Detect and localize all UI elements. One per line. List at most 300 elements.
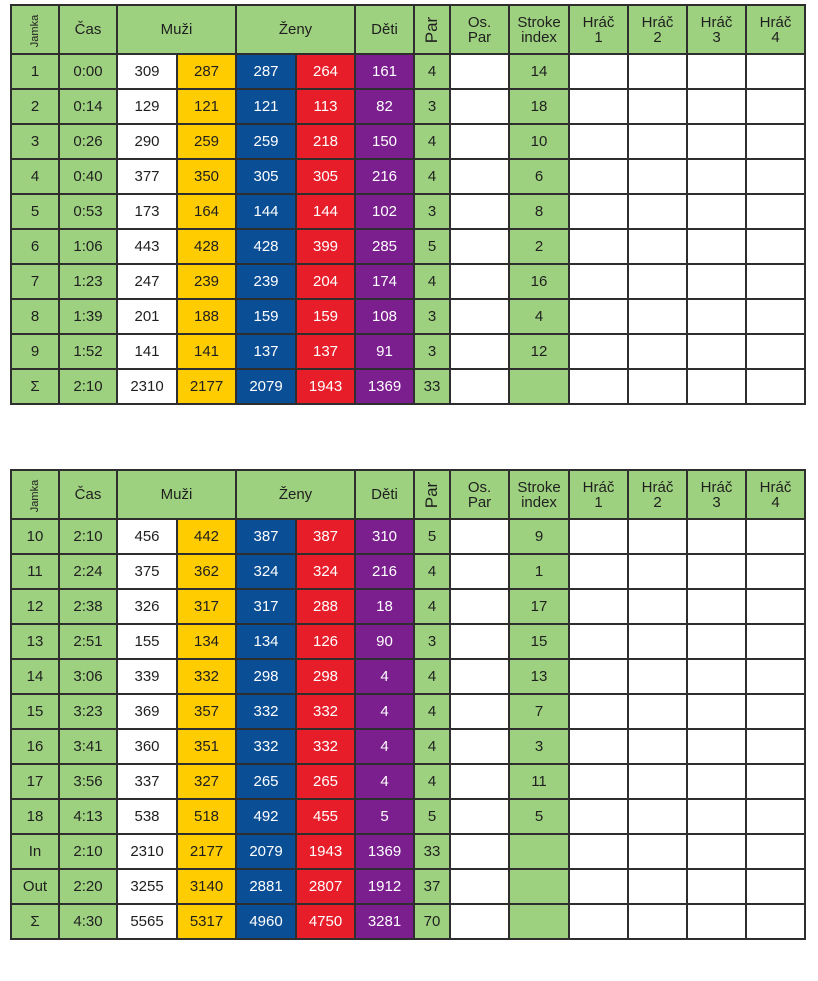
own-par-entry[interactable] <box>450 729 509 764</box>
player-2-score[interactable] <box>628 519 687 554</box>
tee-time: 2:24 <box>59 554 117 589</box>
kids-purple-tee-distance: 3281 <box>355 904 414 939</box>
hole-number: 12 <box>11 589 59 624</box>
women-red-tee-distance: 113 <box>296 89 355 124</box>
player-1-score[interactable] <box>569 869 628 904</box>
tee-time: 2:10 <box>59 834 117 869</box>
player-1-score[interactable] <box>569 229 628 264</box>
women-red-tee-distance: 332 <box>296 729 355 764</box>
women-blue-tee-distance: 428 <box>236 229 296 264</box>
player-2-score[interactable] <box>628 229 687 264</box>
player-1-header: Hráč 1 <box>569 470 628 519</box>
player-3-score[interactable] <box>687 369 746 404</box>
men-yellow-tee-distance: 442 <box>177 519 236 554</box>
stroke-index-value: 10 <box>509 124 569 159</box>
header-row <box>11 470 805 519</box>
par-header: Par <box>414 5 450 54</box>
stroke-index-value: 3 <box>509 729 569 764</box>
player-2-score[interactable] <box>628 299 687 334</box>
player-2-score[interactable] <box>628 54 687 89</box>
back-nine-rows <box>11 519 805 939</box>
women-blue-tee-distance: 134 <box>236 624 296 659</box>
par-value: 3 <box>414 334 450 369</box>
player-1-score[interactable] <box>569 299 628 334</box>
women-red-tee-distance: 2807 <box>296 869 355 904</box>
men-yellow-tee-distance: 350 <box>177 159 236 194</box>
kids-purple-tee-distance: 4 <box>355 764 414 799</box>
hole-number: 10 <box>11 519 59 554</box>
men-yellow-tee-distance: 362 <box>177 554 236 589</box>
player-1-score[interactable] <box>569 834 628 869</box>
player-2-score[interactable] <box>628 124 687 159</box>
player-4-score[interactable] <box>746 264 805 299</box>
women-blue-tee-distance: 317 <box>236 589 296 624</box>
player-1-score[interactable] <box>569 334 628 369</box>
kids-purple-tee-distance: 4 <box>355 694 414 729</box>
par-value: 4 <box>414 659 450 694</box>
hole-number: 6 <box>11 229 59 264</box>
player-4-score[interactable] <box>746 624 805 659</box>
player-3-score[interactable] <box>687 54 746 89</box>
tee-time: 2:10 <box>59 519 117 554</box>
tee-time: 1:52 <box>59 334 117 369</box>
men-header: Muži <box>117 470 236 519</box>
men-white-tee-distance: 155 <box>117 624 177 659</box>
men-white-tee-distance: 360 <box>117 729 177 764</box>
player-2-score[interactable] <box>628 764 687 799</box>
hole-row <box>11 299 805 334</box>
player-4-score[interactable] <box>746 554 805 589</box>
player-3-score[interactable] <box>687 729 746 764</box>
men-white-tee-distance: 141 <box>117 334 177 369</box>
player-4-score[interactable] <box>746 369 805 404</box>
women-blue-tee-distance: 137 <box>236 334 296 369</box>
player-3-score[interactable] <box>687 519 746 554</box>
stroke-index-value: 9 <box>509 519 569 554</box>
player-3-score[interactable] <box>687 124 746 159</box>
player-1-score[interactable] <box>569 589 628 624</box>
player-1-score[interactable] <box>569 54 628 89</box>
women-red-tee-distance: 265 <box>296 764 355 799</box>
hole-row <box>11 229 805 264</box>
kids-purple-tee-distance: 82 <box>355 89 414 124</box>
player-4-header: Hráč 4 <box>746 5 805 54</box>
player-2-score[interactable] <box>628 89 687 124</box>
stroke-index-value <box>509 904 569 939</box>
men-white-tee-distance: 247 <box>117 264 177 299</box>
women-blue-tee-distance: 287 <box>236 54 296 89</box>
player-1-score[interactable] <box>569 624 628 659</box>
women-red-tee-distance: 332 <box>296 694 355 729</box>
women-red-tee-distance: 159 <box>296 299 355 334</box>
time-header: Čas <box>59 5 117 54</box>
tee-time: 0:14 <box>59 89 117 124</box>
total-row <box>11 869 805 904</box>
player-4-score[interactable] <box>746 334 805 369</box>
player-2-score[interactable] <box>628 589 687 624</box>
player-4-score[interactable] <box>746 834 805 869</box>
own-par-entry[interactable] <box>450 54 509 89</box>
stroke-index-value: 4 <box>509 299 569 334</box>
own-par-entry[interactable] <box>450 334 509 369</box>
hole-row <box>11 624 805 659</box>
player-4-score[interactable] <box>746 159 805 194</box>
women-red-tee-distance: 126 <box>296 624 355 659</box>
stroke-index-value <box>509 869 569 904</box>
hole-number: 11 <box>11 554 59 589</box>
kids-purple-tee-distance: 161 <box>355 54 414 89</box>
player-3-header: Hráč 3 <box>687 470 746 519</box>
hole-row <box>11 194 805 229</box>
own-par-entry[interactable] <box>450 834 509 869</box>
women-blue-tee-distance: 298 <box>236 659 296 694</box>
men-white-tee-distance: 326 <box>117 589 177 624</box>
par-value: 5 <box>414 519 450 554</box>
stroke-index-value: 16 <box>509 264 569 299</box>
player-3-score[interactable] <box>687 194 746 229</box>
player-2-score[interactable] <box>628 729 687 764</box>
player-4-score[interactable] <box>746 869 805 904</box>
hole-number: 17 <box>11 764 59 799</box>
own-par-entry[interactable] <box>450 194 509 229</box>
player-2-score[interactable] <box>628 369 687 404</box>
own-par-entry[interactable] <box>450 659 509 694</box>
hole-number: Σ <box>11 369 59 404</box>
player-4-score[interactable] <box>746 799 805 834</box>
player-2-score[interactable] <box>628 904 687 939</box>
men-yellow-tee-distance: 317 <box>177 589 236 624</box>
hole-number: 13 <box>11 624 59 659</box>
hole-number: 14 <box>11 659 59 694</box>
kids-purple-tee-distance: 310 <box>355 519 414 554</box>
player-3-score[interactable] <box>687 834 746 869</box>
par-value: 5 <box>414 229 450 264</box>
stroke-index-value: 5 <box>509 799 569 834</box>
women-red-tee-distance: 399 <box>296 229 355 264</box>
hole-number: In <box>11 834 59 869</box>
women-blue-tee-distance: 144 <box>236 194 296 229</box>
kids-purple-tee-distance: 102 <box>355 194 414 229</box>
men-white-tee-distance: 290 <box>117 124 177 159</box>
player-4-score[interactable] <box>746 659 805 694</box>
women-header: Ženy <box>236 470 355 519</box>
hole-row <box>11 729 805 764</box>
men-yellow-tee-distance: 332 <box>177 659 236 694</box>
kids-header: Děti <box>355 5 414 54</box>
own-par-entry[interactable] <box>450 229 509 264</box>
front-nine-rows <box>11 54 805 404</box>
hole-number: 8 <box>11 299 59 334</box>
tee-time: 3:41 <box>59 729 117 764</box>
player-3-score[interactable] <box>687 764 746 799</box>
hole-number: 18 <box>11 799 59 834</box>
player-4-score[interactable] <box>746 229 805 264</box>
player-4-score[interactable] <box>746 299 805 334</box>
par-value: 33 <box>414 369 450 404</box>
men-white-tee-distance: 2310 <box>117 834 177 869</box>
player-1-score[interactable] <box>569 519 628 554</box>
own-par-entry[interactable] <box>450 519 509 554</box>
own-par-header: Os. Par <box>450 470 509 519</box>
par-value: 4 <box>414 729 450 764</box>
stroke-index-value: 12 <box>509 334 569 369</box>
own-par-entry[interactable] <box>450 264 509 299</box>
stroke-index-value: 13 <box>509 659 569 694</box>
kids-purple-tee-distance: 1369 <box>355 834 414 869</box>
tee-time: 0:26 <box>59 124 117 159</box>
women-red-tee-distance: 218 <box>296 124 355 159</box>
player-2-score[interactable] <box>628 694 687 729</box>
tee-time: 0:53 <box>59 194 117 229</box>
men-white-tee-distance: 337 <box>117 764 177 799</box>
kids-purple-tee-distance: 150 <box>355 124 414 159</box>
player-1-score[interactable] <box>569 729 628 764</box>
women-header: Ženy <box>236 5 355 54</box>
player-1-score[interactable] <box>569 194 628 229</box>
stroke-index-header: Stroke index <box>509 470 569 519</box>
hole-row <box>11 799 805 834</box>
own-par-entry[interactable] <box>450 904 509 939</box>
hole-row <box>11 694 805 729</box>
women-red-tee-distance: 387 <box>296 519 355 554</box>
player-4-score[interactable] <box>746 519 805 554</box>
stroke-index-value: 6 <box>509 159 569 194</box>
women-red-tee-distance: 1943 <box>296 834 355 869</box>
women-blue-tee-distance: 4960 <box>236 904 296 939</box>
hole-number: Out <box>11 869 59 904</box>
stroke-index-value: 17 <box>509 589 569 624</box>
par-value: 3 <box>414 89 450 124</box>
women-blue-tee-distance: 332 <box>236 729 296 764</box>
player-3-score[interactable] <box>687 159 746 194</box>
hole-number: 3 <box>11 124 59 159</box>
tee-time: 1:39 <box>59 299 117 334</box>
kids-purple-tee-distance: 1369 <box>355 369 414 404</box>
hole-number: 15 <box>11 694 59 729</box>
player-1-score[interactable] <box>569 264 628 299</box>
own-par-header: Os. Par <box>450 5 509 54</box>
own-par-entry[interactable] <box>450 589 509 624</box>
tee-time: 3:56 <box>59 764 117 799</box>
stroke-index-header: Stroke index <box>509 5 569 54</box>
hole-row <box>11 764 805 799</box>
hole-row <box>11 264 805 299</box>
tee-time: 2:10 <box>59 369 117 404</box>
player-3-score[interactable] <box>687 869 746 904</box>
hole-row <box>11 519 805 554</box>
scorecard-back-nine <box>10 469 806 940</box>
own-par-entry[interactable] <box>450 624 509 659</box>
stroke-index-value: 7 <box>509 694 569 729</box>
total-row <box>11 904 805 939</box>
stroke-index-value <box>509 834 569 869</box>
hole-row <box>11 334 805 369</box>
men-yellow-tee-distance: 428 <box>177 229 236 264</box>
par-header: Par <box>414 470 450 519</box>
tee-time: 0:00 <box>59 54 117 89</box>
men-yellow-tee-distance: 287 <box>177 54 236 89</box>
own-par-entry[interactable] <box>450 764 509 799</box>
tee-time: 1:06 <box>59 229 117 264</box>
men-white-tee-distance: 129 <box>117 89 177 124</box>
men-yellow-tee-distance: 121 <box>177 89 236 124</box>
women-blue-tee-distance: 121 <box>236 89 296 124</box>
own-par-entry[interactable] <box>450 89 509 124</box>
hole-number: 5 <box>11 194 59 229</box>
player-3-score[interactable] <box>687 554 746 589</box>
men-yellow-tee-distance: 164 <box>177 194 236 229</box>
player-1-score[interactable] <box>569 124 628 159</box>
player-2-score[interactable] <box>628 834 687 869</box>
player-3-score[interactable] <box>687 799 746 834</box>
women-blue-tee-distance: 259 <box>236 124 296 159</box>
player-2-score[interactable] <box>628 659 687 694</box>
women-red-tee-distance: 455 <box>296 799 355 834</box>
player-3-score[interactable] <box>687 299 746 334</box>
men-yellow-tee-distance: 259 <box>177 124 236 159</box>
player-4-score[interactable] <box>746 194 805 229</box>
hole-number: 2 <box>11 89 59 124</box>
player-2-score[interactable] <box>628 264 687 299</box>
own-par-entry[interactable] <box>450 799 509 834</box>
own-par-entry[interactable] <box>450 369 509 404</box>
stroke-index-value: 1 <box>509 554 569 589</box>
hole-row <box>11 54 805 89</box>
stroke-index-value: 15 <box>509 624 569 659</box>
player-1-score[interactable] <box>569 554 628 589</box>
player-3-score[interactable] <box>687 229 746 264</box>
player-4-score[interactable] <box>746 589 805 624</box>
player-1-score[interactable] <box>569 89 628 124</box>
player-2-score[interactable] <box>628 624 687 659</box>
women-blue-tee-distance: 265 <box>236 764 296 799</box>
player-3-score[interactable] <box>687 589 746 624</box>
player-3-score[interactable] <box>687 334 746 369</box>
hole-row <box>11 659 805 694</box>
own-par-entry[interactable] <box>450 299 509 334</box>
scorecard-front-nine <box>10 4 806 405</box>
player-1-score[interactable] <box>569 659 628 694</box>
player-2-score[interactable] <box>628 869 687 904</box>
stroke-index-value <box>509 369 569 404</box>
player-4-score[interactable] <box>746 904 805 939</box>
player-3-score[interactable] <box>687 89 746 124</box>
player-4-score[interactable] <box>746 694 805 729</box>
hole-number: 9 <box>11 334 59 369</box>
hole-number: 1 <box>11 54 59 89</box>
women-red-tee-distance: 324 <box>296 554 355 589</box>
hole-row <box>11 589 805 624</box>
men-white-tee-distance: 2310 <box>117 369 177 404</box>
hole-row <box>11 124 805 159</box>
men-yellow-tee-distance: 2177 <box>177 369 236 404</box>
player-4-header: Hráč 4 <box>746 470 805 519</box>
kids-purple-tee-distance: 4 <box>355 659 414 694</box>
par-value: 33 <box>414 834 450 869</box>
hole-number: Σ <box>11 904 59 939</box>
kids-purple-tee-distance: 5 <box>355 799 414 834</box>
men-yellow-tee-distance: 2177 <box>177 834 236 869</box>
hole-row <box>11 89 805 124</box>
stroke-index-value: 18 <box>509 89 569 124</box>
women-blue-tee-distance: 159 <box>236 299 296 334</box>
women-red-tee-distance: 137 <box>296 334 355 369</box>
par-value: 4 <box>414 54 450 89</box>
player-4-score[interactable] <box>746 54 805 89</box>
player-1-score[interactable] <box>569 159 628 194</box>
player-4-score[interactable] <box>746 764 805 799</box>
men-white-tee-distance: 369 <box>117 694 177 729</box>
player-3-score[interactable] <box>687 264 746 299</box>
own-par-entry[interactable] <box>450 554 509 589</box>
par-value: 4 <box>414 124 450 159</box>
men-yellow-tee-distance: 134 <box>177 624 236 659</box>
player-2-score[interactable] <box>628 554 687 589</box>
player-3-score[interactable] <box>687 659 746 694</box>
player-4-score[interactable] <box>746 124 805 159</box>
player-4-score[interactable] <box>746 729 805 764</box>
par-value: 3 <box>414 299 450 334</box>
men-yellow-tee-distance: 3140 <box>177 869 236 904</box>
player-2-header: Hráč 2 <box>628 5 687 54</box>
par-value: 3 <box>414 194 450 229</box>
own-par-entry[interactable] <box>450 159 509 194</box>
player-2-score[interactable] <box>628 194 687 229</box>
player-2-score[interactable] <box>628 159 687 194</box>
player-1-score[interactable] <box>569 904 628 939</box>
player-1-score[interactable] <box>569 694 628 729</box>
tee-time: 4:30 <box>59 904 117 939</box>
player-1-score[interactable] <box>569 799 628 834</box>
stroke-index-value: 8 <box>509 194 569 229</box>
men-white-tee-distance: 538 <box>117 799 177 834</box>
par-value: 4 <box>414 554 450 589</box>
own-par-entry[interactable] <box>450 694 509 729</box>
player-3-score[interactable] <box>687 904 746 939</box>
kids-purple-tee-distance: 4 <box>355 729 414 764</box>
total-row <box>11 369 805 404</box>
player-2-score[interactable] <box>628 334 687 369</box>
men-yellow-tee-distance: 351 <box>177 729 236 764</box>
player-3-header: Hráč 3 <box>687 5 746 54</box>
par-value: 37 <box>414 869 450 904</box>
men-yellow-tee-distance: 518 <box>177 799 236 834</box>
men-white-tee-distance: 339 <box>117 659 177 694</box>
kids-purple-tee-distance: 216 <box>355 159 414 194</box>
player-1-score[interactable] <box>569 764 628 799</box>
player-2-header: Hráč 2 <box>628 470 687 519</box>
women-red-tee-distance: 4750 <box>296 904 355 939</box>
own-par-entry[interactable] <box>450 124 509 159</box>
kids-purple-tee-distance: 108 <box>355 299 414 334</box>
total-row <box>11 834 805 869</box>
player-4-score[interactable] <box>746 89 805 124</box>
hole-header: Jamka <box>11 470 59 519</box>
par-value: 3 <box>414 624 450 659</box>
player-3-score[interactable] <box>687 624 746 659</box>
player-1-score[interactable] <box>569 369 628 404</box>
par-value: 4 <box>414 764 450 799</box>
women-red-tee-distance: 144 <box>296 194 355 229</box>
hole-number: 16 <box>11 729 59 764</box>
player-3-score[interactable] <box>687 694 746 729</box>
women-blue-tee-distance: 2881 <box>236 869 296 904</box>
player-2-score[interactable] <box>628 799 687 834</box>
own-par-entry[interactable] <box>450 869 509 904</box>
women-blue-tee-distance: 387 <box>236 519 296 554</box>
tee-time: 3:23 <box>59 694 117 729</box>
men-white-tee-distance: 309 <box>117 54 177 89</box>
